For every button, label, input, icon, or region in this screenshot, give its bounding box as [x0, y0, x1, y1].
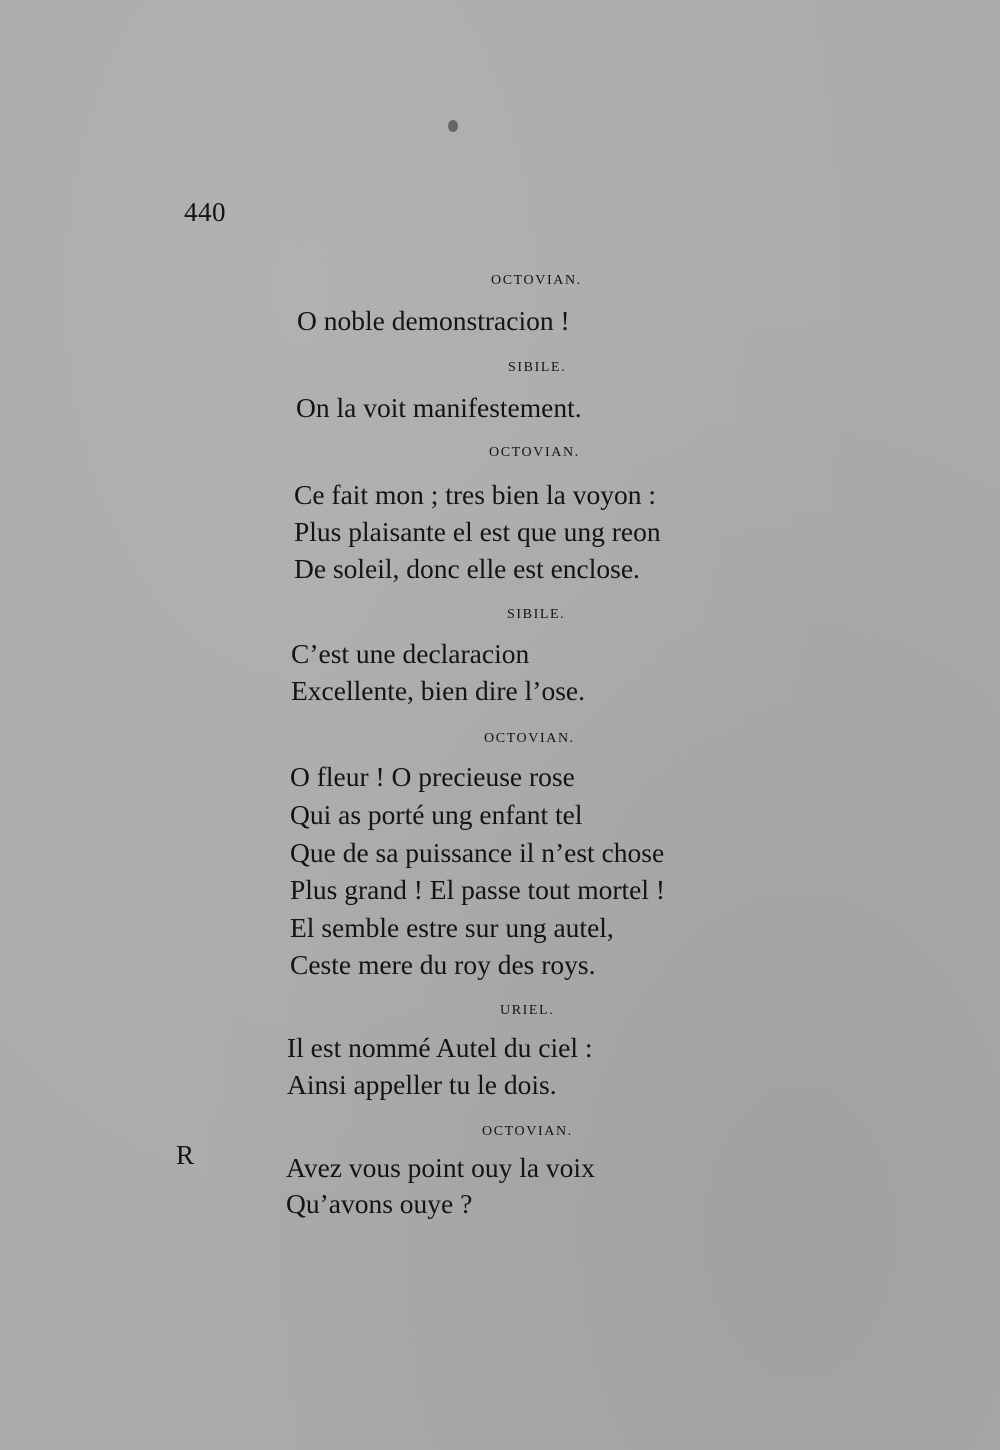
verse-line: O noble demonstracion ! [297, 305, 570, 336]
speaker-name: OCTOVIAN. [491, 273, 582, 288]
verse-line: De soleil, donc elle est enclose. [294, 553, 640, 584]
verse-line: El semble estre sur ung autel, [290, 912, 614, 943]
speaker-name: OCTOVIAN. [482, 1124, 573, 1139]
verse-line: Plus grand ! El passe tout mortel ! [290, 874, 666, 905]
verse-line: Ainsi appeller tu le dois. [287, 1069, 557, 1100]
verse-line: O fleur ! O precieuse rose [290, 761, 575, 792]
speaker-name: URIEL. [500, 1003, 555, 1018]
speaker-name: OCTOVIAN. [489, 445, 580, 460]
margin-mark: R [176, 1140, 195, 1170]
verse-line: Ce fait mon ; tres bien la voyon : [294, 479, 657, 510]
ink-speck [448, 120, 458, 132]
speaker-name: SIBILE. [507, 607, 566, 622]
verse-line: Que de sa puissance il n’est chose [290, 837, 665, 868]
verse-line: On la voit manifestement. [296, 392, 582, 423]
verse-line: C’est une declaracion [291, 638, 530, 669]
page-number: 440 [184, 197, 226, 227]
verse-line: Avez vous point ouy la voix [286, 1152, 595, 1183]
verse-line: Excellente, bien dire l’ose. [291, 675, 585, 706]
speaker-name: SIBILE. [508, 360, 567, 375]
verse-line: Il est nommé Autel du ciel : [287, 1032, 593, 1063]
verse-line: Ceste mere du roy des roys. [290, 949, 596, 980]
verse-line: Qu’avons ouye ? [286, 1188, 473, 1219]
verse-line: Plus plaisante el est que ung reon [294, 516, 661, 547]
verse-line: Qui as porté ung enfant tel [290, 799, 583, 830]
speaker-name: OCTOVIAN. [484, 731, 575, 746]
